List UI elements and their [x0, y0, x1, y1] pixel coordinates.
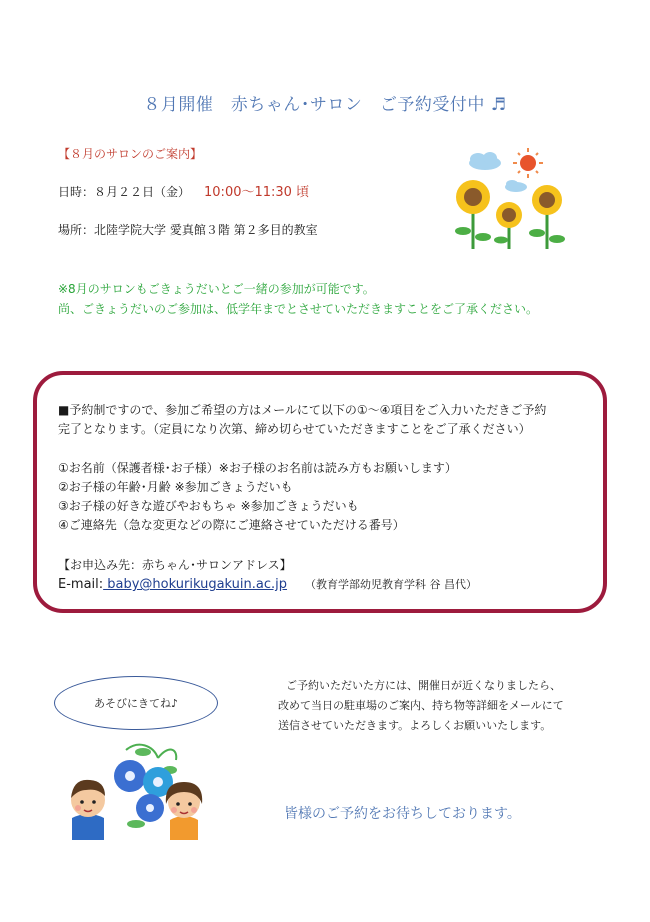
apply-label: 【お申込み先：赤ちゃん･サロンアドレス】: [58, 558, 292, 572]
guide-heading: 【８月のサロンのご案内】: [58, 147, 203, 161]
sunflower-illustration: [440, 145, 585, 257]
list-item: ①お名前（保護者様･お子様）※お子様のお名前は読み方もお願いします）: [58, 461, 457, 475]
closing-message: 皆様のご予約をお待ちしております。: [284, 806, 521, 822]
list-item: ②お子様の年齢･月齢 ※参加ごきょうだいも: [58, 480, 293, 494]
contact-person: （教育学部幼児教育学科 谷 昌代）: [305, 578, 478, 591]
email-link[interactable]: baby@hokurikugakuin.ac.jp: [103, 577, 288, 592]
reservation-intro-2: 完了となります。（定員になり次第、締め切らせていただきますことをご了承ください）: [58, 422, 531, 436]
morning-glory-icon: [114, 745, 177, 828]
speech-bubble: [54, 676, 218, 730]
list-item: ③お子様の好きな遊びやおもちゃ ※参加ごきょうだいも: [58, 499, 359, 513]
place-line: 場所：北陸学院大学 愛真館３階 第２多目的教室: [58, 223, 318, 237]
sibling-note-1: ※8月のサロンもごきょうだいとご一緒の参加が可能です。: [58, 282, 375, 296]
reservation-intro-1: ■予約制ですので、参加ご希望の方はメールにて以下の①～④項目をご入力いただきご予約: [58, 403, 547, 417]
bubble-text: あそびにきてね♪: [93, 697, 179, 710]
date-label: 日時：８月２２日（金）: [58, 185, 191, 199]
girl-icon: [166, 782, 202, 840]
notice-line-2: 改めて当日の駐車場のご案内、持ち物等詳細をメールにて: [278, 699, 564, 712]
children-illustration: [58, 740, 218, 840]
date-line: [58, 181, 309, 200]
sun-icon: [513, 148, 543, 178]
date-time: 10:00～11:30 頃: [204, 185, 310, 200]
boy-icon: [71, 780, 105, 840]
notice-line-1: ご予約いただいた方には、開催日が近くなりましたら、: [286, 679, 561, 692]
email-line: [58, 576, 477, 592]
page-title: ８月開催 赤ちゃん･サロン ご予約受付中 ♬: [143, 95, 507, 115]
sibling-note-2: 尚、ごきょうだいのご参加は、低学年までとさせていただきますことをご了承ください。: [58, 302, 539, 316]
email-prefix: E-mail:: [58, 577, 104, 592]
list-item: ④ご連絡先（急な変更などの際にご連絡させていただける番号）: [58, 518, 405, 532]
notice-line-3: 送信させていただきます。よろしくお願いいたします。: [278, 719, 552, 732]
